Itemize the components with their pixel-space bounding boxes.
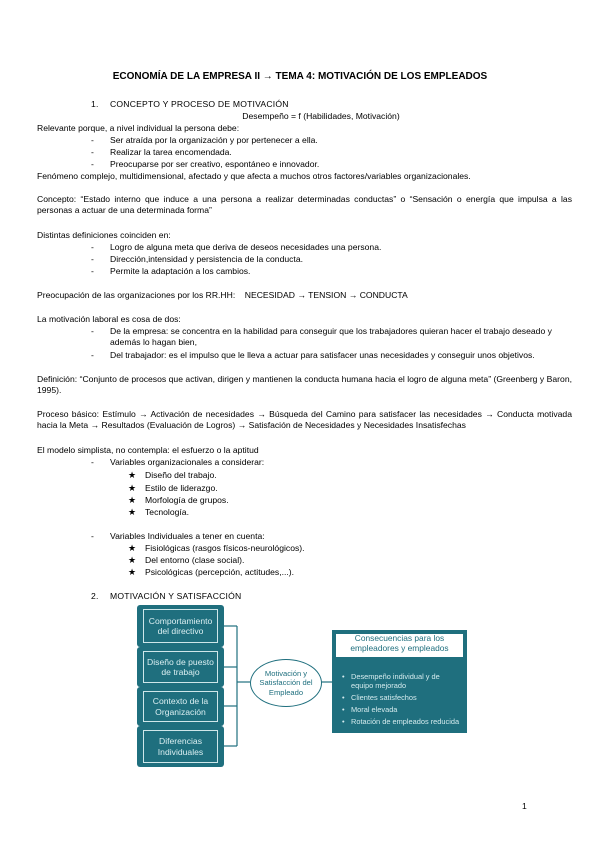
center-ellipse: Motivación y Satisfacción del Empleado: [250, 659, 322, 707]
motivacion-laboral-text: La motivación laboral es cosa de dos:: [37, 314, 181, 324]
concepto-text: Concepto: “Estado interno que induce a una persona a realizar determinadas conductas” o “Sensación o energía que impulsa a las personas a actuar de una determinada forma”: [37, 194, 572, 216]
driver-box: Comportamiento del directivo: [137, 605, 224, 647]
consequence-item: • Moral elevada: [342, 704, 398, 714]
section1-number: 1.: [91, 99, 99, 109]
section2-number: 2.: [91, 591, 99, 601]
driver-box: Diferencias Individuales: [137, 726, 224, 767]
consequences-box: [332, 630, 467, 733]
definiciones-text: Distintas definiciones coinciden en:: [37, 230, 171, 240]
preocupacion-text: Preocupación de las organizaciones por los RR.HH: NECESIDAD → TENSION → CONDUCTA: [37, 290, 408, 300]
definicion-text: Definición: “Conjunto de procesos que activan, dirigen y mantienen la conducta humana hacia el logro de alguna meta” (Greenberg y Baron, 1995).: [37, 374, 572, 396]
consequences-title: Consecuencias para los empleadores y empleados: [336, 634, 463, 657]
document-title: ECONOMÍA DE LA EMPRESA II → TEMA 4: MOTIVACIÓN DE LOS EMPLEADOS: [112, 71, 488, 82]
relevante-text: Relevante porque, a nivel individual la persona debe:: [37, 123, 240, 133]
driver-box: Diseño de puesto de trabajo: [137, 647, 224, 687]
proceso-text: Proceso básico: Estímulo → Activación de necesidades → Búsqueda del Camino para satisfacer las necesidades → Conducta motivada hacia la Meta → Resultados (Evaluación de Logros) → Satisfación de Necesidades y Necesidades Insatisfechas: [37, 409, 572, 431]
fenomeno-text: Fenómeno complejo, multidimensional, afectado y que afecta a muchos otros factores/variables organizacionales.: [37, 171, 471, 181]
driver-box: Contexto de la Organización: [137, 687, 224, 726]
page-number: 1: [522, 801, 527, 811]
motivation-diagram: [137, 605, 467, 767]
consequence-item: • Rotación de empleados reducida: [342, 716, 460, 726]
consequence-item: • Desempeño individual y de equipo mejorado: [342, 672, 440, 690]
formula: Desempeño = f (Habilidades, Motivación): [242, 111, 400, 121]
section2-heading: MOTIVACIÓN Y SATISFACCIÓN: [110, 591, 242, 601]
section1-heading: CONCEPTO Y PROCESO DE MOTIVACIÓN: [110, 99, 289, 109]
modelo-text: El modelo simplista, no contempla: el esfuerzo o la aptitud: [37, 445, 259, 455]
consequence-item: • Clientes satisfechos: [342, 692, 417, 702]
